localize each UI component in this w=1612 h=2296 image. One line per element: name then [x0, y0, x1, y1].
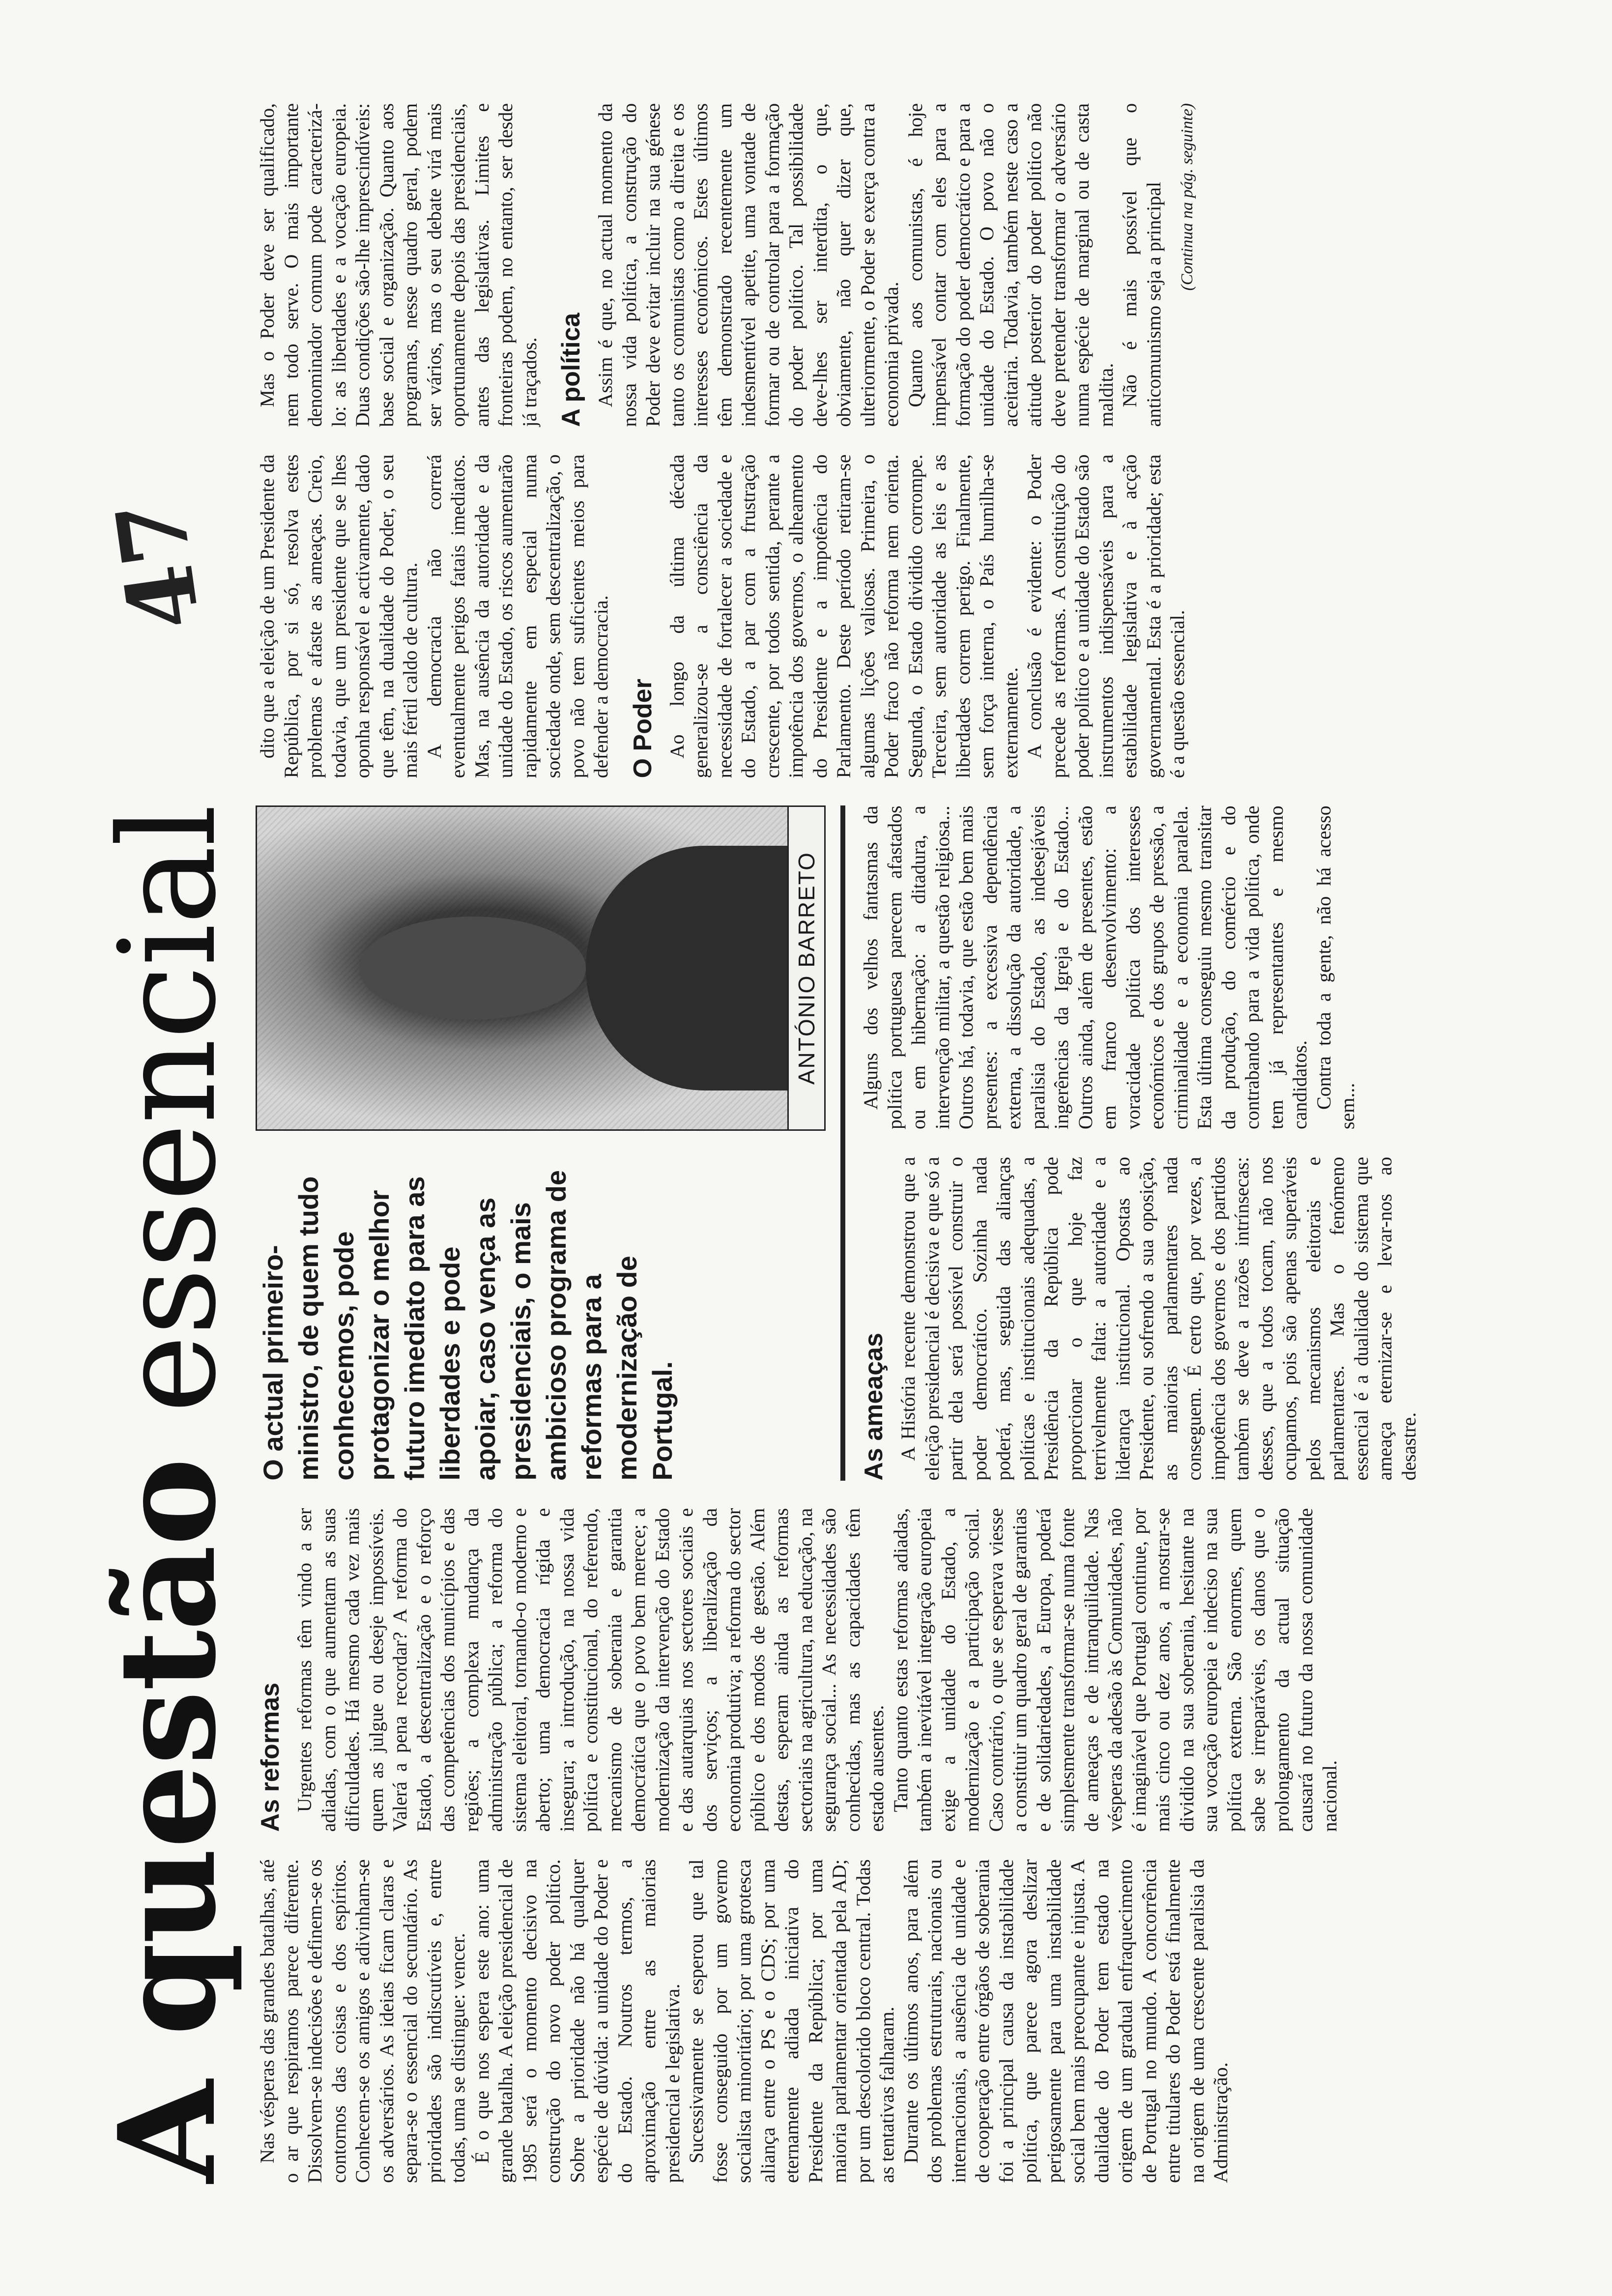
- handwritten-mark: 47: [94, 493, 222, 637]
- author-byline: ANTÓNIO BARRETO: [787, 807, 824, 1129]
- paragraph: Ao longo da última década generalizou-se a consciência da necessidade de fortalecer a sociedade e do Estado, a par com a frustração crescente, por todos sentida, perante a impotência dos governos, o alheamento do Presidente e a impotência do Parlamento. Deste período retiram-se algumas lições valiosas. Primeira, o Poder fraco não reforma nem orienta. Segunda, o Estado dividido corrompe. Terceira, sem autoridade as leis e as liberdades correm perigo. Finalmente, sem força interna, o País humilha-se externamente.: [665, 454, 1022, 778]
- paragraph: Mas o Poder deve ser qualificado, nem todo serve. O mais importante denominador comum pode caracterizá-lo: as liberdades e a vocação europeia. Duas condições são-lhe imprescindíveis: base social e organização. Quanto aos programas, nesse quadro geral, podem ser vários, mas o seu debate virá mais oportunamente depois das presidenciais, antes das legislativas. Limites e fronteiras podem, no entanto, ser desde já traçados.: [256, 103, 541, 427]
- divider-rule: [840, 805, 845, 1480]
- photo-figure-head: [359, 917, 586, 1020]
- paragraph: dito que a eleição de um Presidente da República, por si só, resolva estes problemas e afaste as ameaças. Creio, todavia, que um presidente que se lhes oponha responsável e activamente, dado que têm, na dualidade do Poder, o seu mais fértil caldo de cultura.: [256, 454, 421, 778]
- paragraph: Contra toda a gente, não há acesso sem...: [1312, 805, 1358, 1130]
- section-heading-ameacas: As ameaças: [860, 1332, 888, 1481]
- paragraph: Não é mais possível que o anticomunismo seja a principal: [1119, 103, 1165, 427]
- paragraph: Durante os últimos anos, para além dos problemas estruturais, nacionais ou internacionais, a ausência de unidade e de cooperação entre órgãos de soberania foi a principal causa da instabilidade política, que parece agora deslizar perigosamente para uma instabilidade social bem mais preocupante e injusta. A dualidade do Poder tem estado na origem de um gradual enfraquecimento de Portugal no mundo. A concorrência entre titulares do Poder está finalmente na origem de uma crescente paralisia da Administração.: [899, 1859, 1232, 2183]
- paragraph: Alguns dos velhos fantasmas da política portuguesa parecem afastados ou em hibernação: a ditadura, a intervenção militar, a questão religiosa... Outros há, todavia, que estão bem mais presentes: a excessiva dependência externa, a dissolução da autoridade, a paralisia do Estado, as indesejáveis ingerências da Igreja e do Estado... Outros ainda, além de presentes, estão em franco desenvolvimento: a voracidade política dos interesses económicos e dos grupos de pressão, a criminalidade e a economia paralela. Esta última conseguiu mesmo transitar da produção, do comércio e do contrabando para a vida política, onde tem já representantes e mesmo candidatos.: [860, 805, 1311, 1130]
- paragraph: É o que nos espera este ano: uma grande batalha. A eleição presidencial de 1985 será o momento decisivo na construção do novo poder político. Sobre a prioridade não há qualquer espécie de dúvida: a unidade do Poder e do Estado. Noutros termos, a aproximação entre as maiorias presidencial e legislativa.: [470, 1859, 684, 2183]
- headline-part-2: essencial: [90, 805, 245, 1413]
- article-headline: [89, 103, 245, 2183]
- column-2: [256, 1508, 1543, 1832]
- author-photo: [256, 805, 826, 1131]
- paragraph: Quanto aos comunistas, é hoje impensável contar com eles para a formação do poder democrático e para a unidade do Estado. O povo não o aceitaria. Todavia, também neste caso a atitude posterior do poder político não deve pretender transformar o adversário numa espécie de marginal ou de casta maldita.: [904, 103, 1117, 427]
- section-heading-politica: A política: [557, 313, 585, 427]
- column-5: [256, 103, 1543, 427]
- lower-columns: [859, 805, 1513, 1480]
- paragraph: Sucessivamente se esperou que tal fosse conseguido por um governo socialista minoritário; por uma grotesca aliança entre o PS e o CDS; por uma eternamente adiada iniciativa do Presidente da República; por uma maioria parlamentar orientada pela AD; por um descolorido bloco central. Todas as tentativas falharam.: [685, 1859, 898, 2183]
- article-lead: O actual primeiro-ministro, de quem tudo conhecemos, pode protagonizar o melhor futuro imediato para as liberdades e pode apoiar, caso vença as presidenciais, o mais ambicioso programa de reformas para a modernização de Portugal.: [258, 1170, 678, 1481]
- paragraph: Urgentes reformas têm vindo a ser adiadas, com o que aumentam as suas dificuldades. Há mesmo cada vez mais quem as julgue ou deseje impossíveis. Valerá a pena recordar? A reforma do Estado, a descentralização e o reforço das competências dos municípios e das regiões; a complexa mudança da administração pública; a reforma do sistema eleitoral, tornando-o moderno e aberto; uma democracia rígida e insegura; a introdução, na nossa vida política e constitucional, do referendo, mecanismo de soberania e garantia democrática que o povo bem merece; a modernização da intervenção do Estado e das autarquias nos sectores sociais e dos serviços; a liberalização da economia produtiva; a reforma do sector público e dos modos de gestão. Além destas, esperam ainda as reformas sectoriais na agricultura, na educação, na segurança social... As necessidades são conhecidas, mas as capacidades têm estado ausentes.: [293, 1508, 888, 1832]
- paragraph: A História recente demonstrou que a eleição presidencial é decisiva e que só a partir dela será possível construir o poder democrático. Sozinha nada poderá, mas, seguida das alianças políticas e institucionais adequadas, a Presidência da República pode proporcionar o que hoje faz terrivelmente falta: a autoridade e a liderança institucional. Opostas ao Presidente, ou sofrendo a sua oposição, as maiorias parlamentares nada conseguem. É certo que, por vezes, a impotência dos governos e dos partidos também se deve a razões intrínsecas: desses, que a todos tocam, não nos ocupamos, pois são apenas superáveis pelos mecanismos eleitorais e parlamentares. Mas o fenómeno essencial é a dualidade do sistema que ameaça eternizar-se e levar-nos ao desastre.: [897, 1157, 1420, 1481]
- column-3b: [859, 805, 1513, 1129]
- column-3: [859, 1157, 1513, 1481]
- column-1: [256, 1859, 1543, 2183]
- headline-part-1: A questão: [89, 1458, 245, 2183]
- paragraph: A conclusão é evidente: o Poder precede as reformas. A constituição do poder político e a unidade do Estado são instrumentos indispensáveis para a estabilidade legislativa e à acção governamental. Esta é a prioridade; esta é a questão essencial.: [1023, 454, 1188, 778]
- paragraph: Tanto quanto estas reformas adiadas, também a inevitável integração europeia exige a unidade do Estado, a modernização e a participação social. Caso contrário, o que se esperava viesse a constituir um quadro geral de garantias e de solidariedades, a Europa, poderá simplesmente transformar-se numa fonte de ameaças e de intranquilidade. Nas vésperas da adesão às Comunidades, não é imaginável que Portugal continue, por mais cinco ou dez anos, a mostrar-se dividido na sua soberania, hesitante na sua vocação europeia e indeciso na sua política externa. São enormes, quem sabe se irreparáveis, os danos que o prolongamento da actual situação causará no futuro da nossa comunidade nacional.: [889, 1508, 1341, 1832]
- lead-and-columns: [256, 805, 1543, 1480]
- paragraph: Nas vésperas das grandes batalhas, até o ar que respiramos parece diferente. Dissolvem-se indecisões e definem-se os contornos das coisas e dos espíritos. Conhecem-se os amigos e adivinham-se os adversários. As ideias ficam claras e separa-se o essencial do secundário. As prioridades são indiscutíveis e, entre todas, uma se distingue: vencer.: [256, 1859, 469, 2183]
- section-heading-reformas: As reformas: [256, 1682, 285, 1832]
- lead-block: [256, 805, 826, 1480]
- paragraph: Assim é que, no actual momento da nossa vida política, a construção do Poder deve evitar incluir na sua génese tanto os comunistas como a direita e os interesses económicos. Estes últimos têm demonstrado recentemente um indesmentível apetite, uma vontade de formar ou de controlar para a formação do poder político. Tal possibilidade deve-lhes ser interdita, o que, obviamente, não quer dizer que, ulteriormente, o Poder se exerça contra a economia privada.: [594, 103, 902, 427]
- section-heading-poder: O Poder: [628, 679, 657, 778]
- column-4: [256, 455, 1543, 778]
- paragraph: A democracia não correrá eventualmente perigos fatais imediatos. Mas, na ausência da autoridade e da unidade do Estado, os riscos aumentarão rapidamente em especial numa sociedade onde, sem descentralização, o povo não tem suficientes meios para defender a democracia.: [423, 454, 612, 778]
- continued-note: (Continua na pág. seguinte): [1178, 103, 1196, 291]
- article-body: [256, 103, 1543, 2183]
